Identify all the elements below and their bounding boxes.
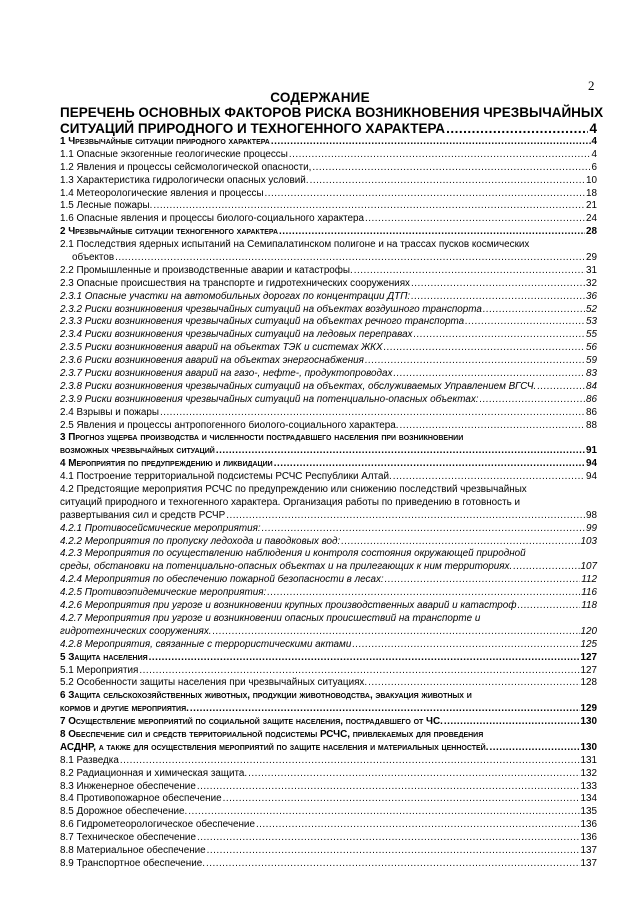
toc-entry-text: 1.3 Характеристика гидрологически опасных условий. bbox=[60, 174, 309, 186]
toc-entry-2-3-2[interactable] bbox=[60, 304, 597, 317]
dot-leader bbox=[115, 252, 585, 265]
toc-entry-1-2[interactable] bbox=[60, 162, 597, 175]
toc-entry-text-cont: объектов bbox=[72, 252, 115, 263]
toc-entry-2-5[interactable] bbox=[60, 420, 597, 433]
dot-leader bbox=[153, 200, 585, 213]
toc-entry-4-2-cont-1[interactable] bbox=[60, 497, 597, 510]
toc-entry-text: 2 Чрезвычайные ситуации техногенного характера bbox=[60, 226, 279, 238]
dot-leader bbox=[368, 677, 579, 690]
toc-entry-page: 137 bbox=[580, 844, 597, 856]
toc-entry-4-2-7-cont[interactable] bbox=[60, 626, 597, 639]
toc-entry-7[interactable] bbox=[60, 716, 597, 729]
toc-entry-text: 2.3.2 Риски возникновения чрезвычайных ситуаций на объектах воздушного транспорта bbox=[60, 303, 482, 315]
toc-entry-4-2[interactable] bbox=[60, 484, 597, 497]
toc-entry-text: 7 Осуществление мероприятий по социальной защите населения, пострадавшего от ЧС. bbox=[60, 716, 443, 728]
toc-entry-4-2-3-cont[interactable] bbox=[60, 561, 597, 574]
dot-leader bbox=[262, 523, 585, 536]
toc-entry-page: 130 bbox=[580, 741, 597, 753]
toc-entry-page: 29 bbox=[586, 252, 597, 263]
dot-leader bbox=[352, 639, 579, 652]
toc-entry-2-1-cont[interactable] bbox=[60, 252, 597, 265]
dot-leader bbox=[411, 278, 585, 291]
toc-entry-2-3-9[interactable] bbox=[60, 394, 597, 407]
toc-entry-text-cont: возможных чрезвычайных ситуаций bbox=[60, 445, 215, 457]
toc-list bbox=[60, 136, 597, 871]
toc-entry-text-cont: ситуаций природного и техногенного характера. Организация работы по приведению в готовность и bbox=[60, 496, 521, 508]
toc-entry-text-cont: кормов и другие мероприятия. bbox=[60, 703, 189, 715]
toc-entry-page: 18 bbox=[586, 187, 597, 199]
dot-leader bbox=[190, 703, 580, 716]
toc-entry-text: 2.4 Взрывы и пожары bbox=[60, 406, 159, 418]
toc-entry-8[interactable] bbox=[60, 729, 597, 742]
toc-entry-text: 4.2.8 Мероприятия, связанные с террористическими актами bbox=[60, 638, 352, 650]
toc-entry-2-1[interactable] bbox=[60, 239, 597, 252]
toc-entry-text: 6 Защита сельскохозяйственных животных, продукции животноводства, эвакуация животных и bbox=[60, 690, 472, 702]
toc-entry-2-3-4[interactable] bbox=[60, 329, 597, 342]
toc-entry-4-2-cont-2[interactable] bbox=[60, 510, 597, 523]
toc-entry-page: 99 bbox=[586, 522, 597, 534]
toc-entry-2-3[interactable] bbox=[60, 278, 597, 291]
toc-entry-page: 4 bbox=[591, 135, 597, 147]
dot-leader bbox=[400, 420, 586, 433]
toc-entry-text: 2.3 Опасные происшествия на транспорте и гидротехнических сооружениях bbox=[60, 277, 410, 289]
toc-entry-text: 2.3.9 Риски возникновения чрезвычайных ситуаций на потенциально-опасных объектах: bbox=[60, 393, 479, 405]
toc-entry-page: 86 bbox=[586, 393, 597, 405]
toc-entry-text: 8.1 Разведка bbox=[60, 754, 119, 766]
toc-entry-text: 3 Прогноз ущерба производства и численности пострадавшего населения при возникновении bbox=[60, 432, 464, 444]
toc-entry-page: 103 bbox=[580, 535, 597, 547]
toc-entry-4-2-4[interactable] bbox=[60, 574, 597, 587]
dot-leader bbox=[517, 600, 580, 613]
dot-leader bbox=[139, 665, 579, 678]
toc-entry-4-2-1[interactable] bbox=[60, 523, 597, 536]
toc-entry-page: 120 bbox=[580, 625, 597, 637]
toc-entry-text: 2.1 Последствия ядерных испытаний на Семипалатинском полигоне и на трассах пусков космических bbox=[60, 239, 530, 251]
toc-entry-page: 88 bbox=[586, 419, 597, 431]
toc-entry-6-cont[interactable] bbox=[60, 703, 597, 716]
dot-leader bbox=[446, 121, 588, 137]
toc-entry-4-2-2[interactable] bbox=[60, 536, 597, 549]
toc-entry-page: 136 bbox=[580, 832, 597, 844]
dot-leader bbox=[216, 445, 585, 458]
toc-entry-2-2[interactable] bbox=[60, 265, 597, 278]
toc-entry-text: 4.2.7 Мероприятия при угрозе и возникновении опасных происшествий на транспорте и bbox=[60, 612, 481, 624]
dot-leader bbox=[489, 742, 579, 755]
toc-entry-page: 52 bbox=[586, 303, 597, 315]
toc-entry-text: 2.3.8 Риски возникновения чрезвычайных ситуаций на объектах, обслуживаемых Управлением ВГСЧ. bbox=[60, 380, 537, 392]
toc-entry-2-3-6[interactable] bbox=[60, 355, 597, 368]
toc-entry-text: 2.3.5 Риски возникновения аварий на объектах ТЭК и системах ЖКХ bbox=[60, 342, 383, 354]
dot-leader bbox=[279, 226, 585, 239]
toc-entry-page: 4 bbox=[591, 148, 597, 160]
toc-entry-page: 31 bbox=[586, 264, 597, 276]
toc-entry-text: 4.2.2 Мероприятия по пропуску ледохода и паводковых вод: bbox=[60, 535, 341, 547]
toc-entry-page: 129 bbox=[580, 703, 597, 715]
toc-entry-4[interactable] bbox=[60, 458, 597, 471]
toc-entry-page: 130 bbox=[580, 716, 597, 728]
toc-entry-8-8[interactable] bbox=[60, 845, 597, 858]
toc-entry-8-6[interactable] bbox=[60, 819, 597, 832]
dot-leader bbox=[365, 213, 585, 226]
toc-entry-text: 8.8 Материальное обеспечение bbox=[60, 844, 206, 856]
dot-leader bbox=[341, 536, 579, 549]
dot-leader bbox=[223, 793, 580, 806]
toc-entry-4-2-3[interactable] bbox=[60, 549, 597, 562]
toc-entry-8-1[interactable] bbox=[60, 755, 597, 768]
dot-leader bbox=[160, 407, 585, 420]
dot-leader bbox=[465, 316, 585, 329]
dot-leader bbox=[312, 162, 590, 175]
toc-entry-page: 127 bbox=[580, 651, 597, 663]
toc-entry-2-3-1[interactable] bbox=[60, 291, 597, 304]
toc-entry-text: 5.1 Мероприятия bbox=[60, 664, 139, 676]
toc-entry-page: 107 bbox=[580, 561, 597, 573]
toc-entry-2[interactable] bbox=[60, 226, 597, 239]
dot-leader bbox=[267, 587, 580, 600]
toc-entry-text: 1.2 Явления и процессы сейсмологической опасности, bbox=[60, 161, 312, 173]
toc-heading: СОДЕРЖАНИЕ bbox=[270, 90, 370, 105]
toc-entry-text-cont: среды, обстановки на потенциально-опасных объектах и на прилегающих к ним территориях. bbox=[60, 561, 513, 573]
toc-entry-page: 116 bbox=[581, 587, 597, 599]
toc-entry-6[interactable] bbox=[60, 690, 597, 703]
dot-leader bbox=[513, 561, 579, 574]
toc-entry-5-2[interactable] bbox=[60, 677, 597, 690]
toc-entry-text: 1 Чрезвычайные ситуации природного характера bbox=[60, 135, 270, 147]
dot-leader bbox=[354, 265, 585, 278]
toc-entry-text: 8.6 Гидрометеорологическое обеспечение bbox=[60, 819, 255, 831]
toc-entry-4-2-7[interactable] bbox=[60, 613, 597, 626]
main-title-line-1: ПЕРЕЧЕНЬ ОСНОВНЫХ ФАКТОРОВ РИСКА ВОЗНИКНОВЕНИЯ ЧРЕЗВЫЧАЙНЫХ bbox=[60, 105, 604, 120]
toc-entry-text: 1.4 Метеорологические явления и процессы bbox=[60, 187, 264, 199]
toc-entry-text: 2.3.3 Риски возникновения чрезвычайных ситуаций на объектах речного транспорта bbox=[60, 316, 465, 328]
toc-entry-page: 36 bbox=[586, 290, 597, 302]
toc-entry-text: 4.2.6 Мероприятия при угрозе и возникновении крупных производственных аварий и катастроф bbox=[60, 600, 517, 612]
toc-entry-page: 83 bbox=[586, 368, 597, 380]
toc-entry-text: 8.7 Техническое обеспечение bbox=[60, 832, 196, 844]
toc-entry-text-cont: гидротехнических сооружениях. bbox=[60, 625, 212, 637]
toc-entry-2-4[interactable] bbox=[60, 407, 597, 420]
toc-entry-text: 4.1 Построение территориальной подсистемы РСЧС Республики Алтай. bbox=[60, 471, 392, 483]
toc-entry-page: 59 bbox=[586, 355, 597, 367]
toc-entry-text: 8.4 Противопожарное обеспечение bbox=[60, 793, 222, 805]
dot-leader bbox=[207, 845, 580, 858]
toc-entry-1-3[interactable] bbox=[60, 175, 597, 188]
toc-entry-1-5[interactable] bbox=[60, 200, 597, 213]
toc-entry-2-3-8[interactable] bbox=[60, 381, 597, 394]
dot-leader bbox=[248, 768, 579, 781]
toc-entry-page: 125 bbox=[580, 638, 597, 650]
toc-entry-text-cont: АСДНР, а также для осуществления мероприятий по защите населения и материальных ценностей. bbox=[60, 741, 489, 753]
toc-entry-page: 24 bbox=[586, 213, 597, 225]
toc-entry-page: 135 bbox=[580, 806, 597, 818]
dot-leader bbox=[483, 304, 585, 317]
toc-entry-page: 132 bbox=[580, 767, 597, 779]
dot-leader bbox=[393, 471, 585, 484]
toc-entry-page: 98 bbox=[586, 509, 597, 521]
toc-entry-8-5[interactable] bbox=[60, 806, 597, 819]
dot-leader bbox=[256, 819, 580, 832]
toc-entry-8-2[interactable] bbox=[60, 768, 597, 781]
dot-leader bbox=[274, 458, 585, 471]
dot-leader bbox=[310, 175, 585, 188]
dot-leader bbox=[197, 832, 580, 845]
page-number: 2 bbox=[588, 78, 595, 93]
dot-leader bbox=[197, 781, 580, 794]
toc-entry-2-3-3[interactable] bbox=[60, 316, 597, 329]
toc-entry-text: 2.3.7 Риски возникновения аварий на газо-, нефте-, продуктопроводах bbox=[60, 368, 393, 380]
toc-entry-page: 84 bbox=[586, 380, 597, 392]
dot-leader bbox=[271, 136, 591, 149]
toc-entry-text: 4.2.5 Противоэпидемические мероприятия: bbox=[60, 587, 267, 599]
toc-entry-page: 133 bbox=[580, 780, 597, 792]
toc-entry-page: 56 bbox=[586, 342, 597, 354]
toc-entry-page: 32 bbox=[586, 277, 597, 289]
toc-entry-page: 21 bbox=[586, 200, 597, 212]
dot-leader bbox=[414, 329, 586, 342]
toc-entry-page: 91 bbox=[586, 445, 597, 457]
toc-entry-text: 4.2.1 Противосейсмические мероприятия: bbox=[60, 522, 261, 534]
toc-entry-8-cont[interactable] bbox=[60, 742, 597, 755]
toc-entry-3[interactable] bbox=[60, 432, 597, 445]
toc-entry-page: 94 bbox=[586, 471, 597, 483]
toc-entry-text: 8.2 Радиационная и химическая защита. bbox=[60, 767, 248, 779]
dot-leader bbox=[384, 342, 585, 355]
toc-entry-text: 8.9 Транспортное обеспечение. bbox=[60, 857, 205, 869]
dot-leader bbox=[120, 755, 580, 768]
toc-entry-text: 4.2.3 Мероприятия по осуществлению наблюдения и контроля состояния окружающей природной bbox=[60, 548, 526, 560]
dot-leader bbox=[385, 574, 581, 587]
toc-entry-text: 1.6 Опасные явления и процессы биолого-социального характера bbox=[60, 213, 365, 225]
toc-entry-text: 5 Защита населения bbox=[60, 651, 148, 663]
toc-entry-page: 28 bbox=[586, 226, 597, 238]
dot-leader bbox=[226, 510, 585, 523]
toc-entry-text: 1.1 Опасные экзогенные геологические процессы bbox=[60, 148, 288, 160]
main-title-page: 4 bbox=[589, 121, 597, 136]
toc-entry-text: 5.2 Особенности защиты населения при чрезвычайных ситуациях. bbox=[60, 677, 368, 689]
toc-entry-text: 2.3.1 Опасные участки на автомобильных дорогах по концентрации ДТП: bbox=[60, 290, 411, 302]
toc-entry-4-1[interactable] bbox=[60, 471, 597, 484]
toc-entry-page: 6 bbox=[591, 161, 597, 173]
toc-entry-page: 86 bbox=[586, 406, 597, 418]
toc-entry-8-3[interactable] bbox=[60, 781, 597, 794]
toc-entry-1[interactable] bbox=[60, 136, 597, 149]
toc-entry-1-4[interactable] bbox=[60, 188, 597, 201]
toc-entry-page: 55 bbox=[586, 329, 597, 341]
dot-leader bbox=[444, 716, 580, 729]
toc-entry-3-cont[interactable] bbox=[60, 445, 597, 458]
toc-entry-text: 4 Мероприятия по предупреждению и ликвидации bbox=[60, 458, 273, 470]
toc-entry-text: 8 Обеспечение сил и средств территориальной подсистемы РСЧС, привлекаемых для проведения bbox=[60, 728, 484, 740]
toc-entry-5-1[interactable] bbox=[60, 665, 597, 678]
toc-entry-text: 2.5 Явления и процессы антропогенного биолого-социального характера. bbox=[60, 419, 399, 431]
toc-entry-text: 2.2 Промышленные и производственные аварии и катастрофы. bbox=[60, 264, 353, 276]
dot-leader bbox=[365, 355, 585, 368]
toc-entry-5[interactable] bbox=[60, 652, 597, 665]
toc-entry-2-3-7[interactable] bbox=[60, 368, 597, 381]
toc-entry-page: 53 bbox=[586, 316, 597, 328]
toc-entry-page: 127 bbox=[580, 664, 597, 676]
toc-entry-page: 134 bbox=[580, 793, 597, 805]
dot-leader bbox=[411, 291, 585, 304]
toc-entry-8-4[interactable] bbox=[60, 793, 597, 806]
toc-entry-page: 128 bbox=[580, 677, 597, 689]
toc-entry-text: 8.3 Инженерное обеспечение bbox=[60, 780, 196, 792]
dot-leader bbox=[393, 368, 585, 381]
toc-entry-text-cont: развертывания сил и средств РСЧР bbox=[60, 509, 226, 521]
dot-leader bbox=[265, 188, 585, 201]
dot-leader bbox=[480, 394, 585, 407]
dot-leader bbox=[213, 626, 580, 639]
toc-entry-page: 137 bbox=[580, 857, 597, 869]
toc-entry-text: 2.3.6 Риски возникновения аварий на объектах энергоснабжения bbox=[60, 355, 364, 367]
toc-entry-page: 131 bbox=[580, 754, 597, 766]
toc-entry-text: 2.3.4 Риски возникновения чрезвычайных ситуаций на ледовых переправах bbox=[60, 329, 413, 341]
dot-leader bbox=[149, 652, 580, 665]
toc-entry-4-2-8[interactable] bbox=[60, 639, 597, 652]
toc-entry-text: 4.2 Предстоящие мероприятия РСЧС по предупреждению или снижению последствий чрезвычайных bbox=[60, 484, 527, 496]
toc-entry-8-9[interactable] bbox=[60, 858, 597, 871]
toc-entry-page: 112 bbox=[581, 574, 597, 586]
toc-entry-text: 8.5 Дорожное обеспечение. bbox=[60, 806, 188, 818]
toc-entry-4-2-6[interactable] bbox=[60, 600, 597, 613]
toc-entry-page: 136 bbox=[580, 819, 597, 831]
toc-entry-page: 94 bbox=[586, 458, 597, 470]
toc-entry-text: 1.5 Лесные пожары. bbox=[60, 200, 153, 212]
toc-entry-page: 10 bbox=[586, 174, 597, 186]
main-title-line-2: СИТУАЦИЙ ПРИРОДНОГО И ТЕХНОГЕННОГО ХАРАКТЕРА bbox=[60, 121, 446, 136]
toc-entry-page: 118 bbox=[581, 600, 597, 612]
dot-leader bbox=[188, 806, 579, 819]
toc-entry-8-7[interactable] bbox=[60, 832, 597, 845]
dot-leader bbox=[206, 858, 580, 871]
toc-main-title[interactable] bbox=[60, 105, 604, 137]
toc-entry-text: 4.2.4 Мероприятия по обеспечению пожарной безопасности в лесах: bbox=[60, 574, 384, 586]
toc-entry-1-1[interactable] bbox=[60, 149, 597, 162]
toc-entry-1-6[interactable] bbox=[60, 213, 597, 226]
dot-leader bbox=[289, 149, 591, 162]
dot-leader bbox=[537, 381, 585, 394]
toc-entry-2-3-5[interactable] bbox=[60, 342, 597, 355]
toc-entry-4-2-5[interactable] bbox=[60, 587, 597, 600]
